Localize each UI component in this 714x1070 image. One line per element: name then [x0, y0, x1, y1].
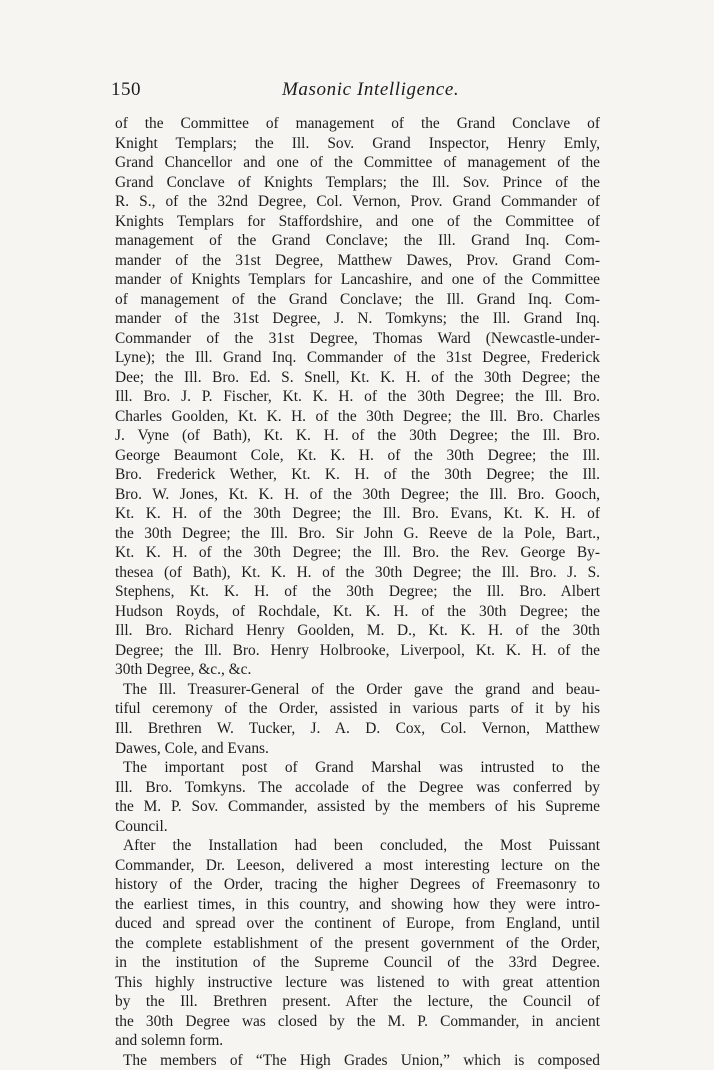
text-line: Bro. W. Jones, Kt. K. H. of the 30th Degree; the Ill. Bro. Gooch,	[115, 485, 600, 503]
text-line: The Ill. Treasurer-General of the Order gave the grand and beau-	[123, 680, 600, 698]
text-line: Dawes, Cole, and Evans.	[115, 739, 269, 757]
running-title: Masonic Intelligence.	[282, 79, 460, 100]
text-line: of the Committee of management of the Grand Conclave of	[115, 115, 600, 132]
text-line: and solemn form.	[115, 1032, 224, 1050]
text-line: the 30th Degree was closed by the M. P. Commander, in ancient	[115, 1012, 600, 1030]
text-line: This highly instructive lecture was listened to with great attention	[115, 973, 600, 991]
text-line: Hudson Royds, of Rochdale, Kt. K. H. of the 30th Degree; the	[115, 602, 600, 620]
text-line: the M. P. Sov. Commander, assisted by the members of his Supreme	[115, 798, 600, 816]
text-line: J. Vyne (of Bath), Kt. K. H. of the 30th Degree; the Ill. Bro.	[115, 427, 600, 445]
text-line: Degree; the Ill. Bro. Henry Holbrooke, Liverpool, Kt. K. H. of the	[115, 641, 600, 659]
text-line: Ill. Bro. J. P. Fischer, Kt. K. H. of the 30th Degree; the Ill. Bro.	[115, 388, 600, 406]
text-line: Knight Templars; the Ill. Sov. Grand Inspector, Henry Emly,	[115, 134, 600, 152]
text-line: in the institution of the Supreme Council of the 33rd Degree.	[115, 954, 600, 972]
text-line: the earliest times, in this country, and showing how they were intro-	[115, 895, 600, 913]
text-line: Charles Goolden, Kt. K. H. of the 30th Degree; the Ill. Bro. Charles	[115, 407, 600, 425]
text-line: Commander, Dr. Leeson, delivered a most interesting lecture on the	[115, 856, 600, 874]
text-line: George Beaumont Cole, Kt. K. H. of the 30th Degree; the Ill.	[115, 446, 600, 464]
text-line: The members of “The High Grades Union,” which is composed	[123, 1051, 600, 1069]
text-line: Kt. K. H. of the 30th Degree; the Ill. Bro. the Rev. George By-	[115, 544, 600, 562]
text-line: Commander of the 31st Degree, Thomas Ward (Newcastle-under-	[115, 329, 600, 347]
text-line: Stephens, Kt. K. H. of the 30th Degree; the Ill. Bro. Albert	[115, 583, 600, 601]
text-line: Lyne); the Ill. Grand Inq. Commander of the 31st Degree, Frederick	[115, 349, 600, 367]
text-line: thesea (of Bath), Kt. K. H. of the 30th Degree; the Ill. Bro. J. S.	[115, 563, 600, 581]
page-number: 150	[111, 79, 141, 100]
text-line: management of the Grand Conclave; the Ill. Grand Inq. Com-	[115, 232, 600, 250]
text-line: the 30th Degree; the Ill. Bro. Sir John G. Reeve de la Pole, Bart.,	[115, 524, 600, 542]
body-text	[115, 114, 600, 1070]
text-line: Ill. Brethren W. Tucker, J. A. D. Cox, Col. Vernon, Matthew	[115, 719, 600, 737]
text-line: mander of the 31st Degree, Matthew Dawes, Prov. Grand Com-	[115, 251, 600, 269]
text-line: Dee; the Ill. Bro. Ed. S. Snell, Kt. K. H. of the 30th Degree; the	[115, 368, 600, 386]
text-line: mander of Knights Templars for Lancashire, and one of the Committee	[115, 271, 600, 289]
text-line: Grand Conclave of Knights Templars; the Ill. Sov. Prince of the	[115, 173, 600, 191]
text-line: tiful ceremony of the Order, assisted in various parts of it by his	[115, 700, 600, 718]
text-line: Bro. Frederick Wether, Kt. K. H. of the 30th Degree; the Ill.	[115, 466, 600, 484]
text-line: The important post of Grand Marshal was intrusted to the	[123, 759, 600, 777]
text-line: Council.	[115, 817, 168, 835]
text-line: the complete establishment of the present government of the Order,	[115, 934, 600, 952]
text-line: Grand Chancellor and one of the Committee of management of the	[115, 154, 600, 172]
text-line: Knights Templars for Staffordshire, and one of the Committee of	[115, 212, 600, 230]
text-line: of management of the Grand Conclave; the Ill. Grand Inq. Com-	[115, 290, 600, 308]
text-line: Ill. Bro. Tomkyns. The accolade of the Degree was conferred by	[115, 778, 600, 796]
text-line: Kt. K. H. of the 30th Degree; the Ill. Bro. Evans, Kt. K. H. of	[115, 505, 600, 523]
text-line: duced and spread over the continent of Europe, from England, until	[115, 915, 600, 933]
text-line: R. S., of the 32nd Degree, Col. Vernon, Prov. Grand Commander of	[115, 193, 600, 211]
text-line: mander of the 31st Degree, J. N. Tomkyns; the Ill. Grand Inq.	[115, 310, 600, 328]
text-line: After the Installation had been concluded, the Most Puissant	[123, 837, 600, 855]
text-line: Ill. Bro. Richard Henry Goolden, M. D., Kt. K. H. of the 30th	[115, 622, 600, 640]
text-line: by the Ill. Brethren present. After the lecture, the Council of	[115, 993, 600, 1011]
text-line: 30th Degree, &c., &c.	[115, 661, 252, 679]
text-line: history of the Order, tracing the higher Degrees of Freemasonry to	[115, 876, 600, 894]
